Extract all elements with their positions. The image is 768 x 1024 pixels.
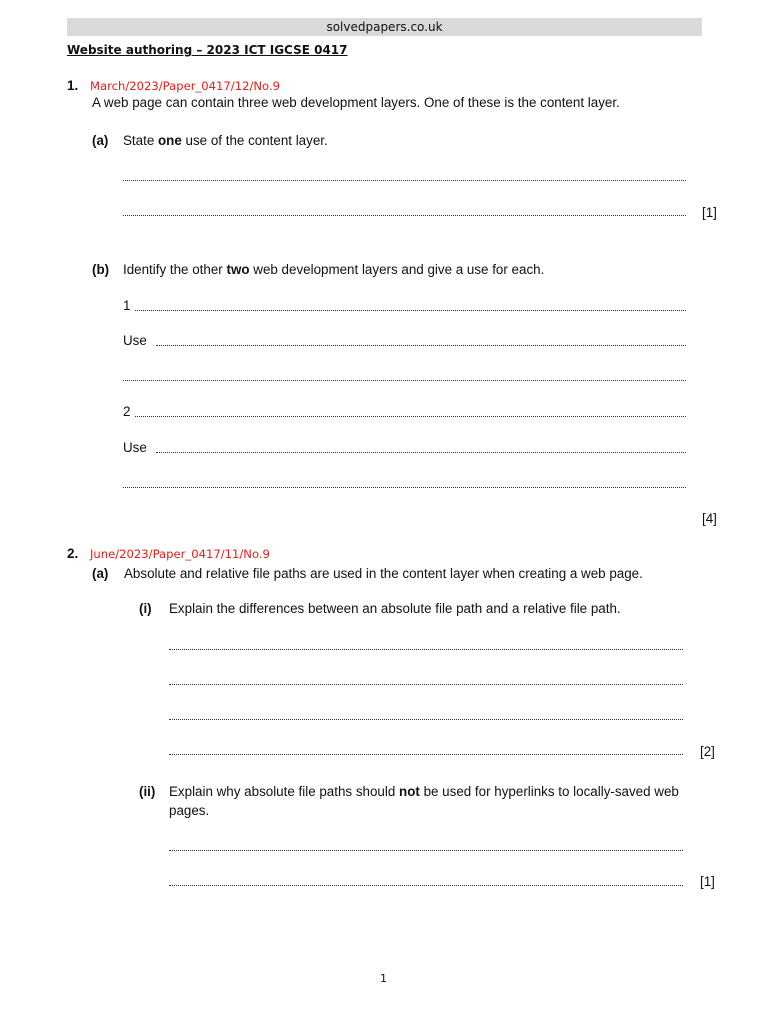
question-2a-text: Absolute and relative file paths are used in the content layer when creating a web page. xyxy=(124,566,643,581)
answer-use-1-label: Use xyxy=(123,333,147,348)
answer-line[interactable] xyxy=(169,719,683,720)
answer-line[interactable] xyxy=(123,487,686,488)
marks-2ai: [2] xyxy=(700,744,715,759)
answer-line[interactable] xyxy=(156,345,686,346)
question-2ai-text: Explain the differences between an absolute file path and a relative file path. xyxy=(169,601,621,616)
answer-line[interactable] xyxy=(135,310,686,311)
question-1b-label: (b) xyxy=(92,262,110,277)
marks-2aii: [1] xyxy=(700,874,715,889)
answer-item-2-label: 2 xyxy=(123,404,131,419)
marks-1a: [1] xyxy=(702,205,717,220)
question-2a-label: (a) xyxy=(92,566,109,581)
answer-line[interactable] xyxy=(135,416,686,417)
question-1b-text: Identify the other two web development layers and give a use for each. xyxy=(123,262,545,277)
question-1a-text: State one use of the content layer. xyxy=(123,133,328,148)
question-2aii-label: (ii) xyxy=(139,784,156,799)
question-2-number: 2. xyxy=(67,546,79,561)
site-banner: solvedpapers.co.uk xyxy=(67,18,702,36)
page-number: 1 xyxy=(380,972,387,985)
question-2-source: June/2023/Paper_0417/11/No.9 xyxy=(90,547,270,561)
page-title: Website authoring – 2023 ICT IGCSE 0417 xyxy=(67,43,348,57)
answer-line[interactable] xyxy=(169,684,683,685)
marks-1b: [4] xyxy=(702,511,717,526)
answer-line[interactable] xyxy=(123,380,686,381)
answer-line[interactable] xyxy=(169,754,683,755)
answer-use-2-label: Use xyxy=(123,440,147,455)
answer-line[interactable] xyxy=(169,885,683,886)
answer-line[interactable] xyxy=(169,649,683,650)
answer-line[interactable] xyxy=(156,452,686,453)
answer-line[interactable] xyxy=(169,850,683,851)
answer-line[interactable] xyxy=(123,215,686,216)
question-1a-label: (a) xyxy=(92,133,109,148)
question-1-stem: A web page can contain three web development layers. One of these is the content layer. xyxy=(92,95,620,110)
question-2aii-text: Explain why absolute file paths should not be used for hyperlinks to locally-saved web xyxy=(169,784,679,799)
answer-item-1-label: 1 xyxy=(123,298,131,313)
question-1-source: March/2023/Paper_0417/12/No.9 xyxy=(90,79,280,93)
question-2ai-label: (i) xyxy=(139,601,152,616)
question-2aii-text-line2: pages. xyxy=(169,803,210,818)
question-1-number: 1. xyxy=(67,78,79,93)
answer-line[interactable] xyxy=(123,180,686,181)
